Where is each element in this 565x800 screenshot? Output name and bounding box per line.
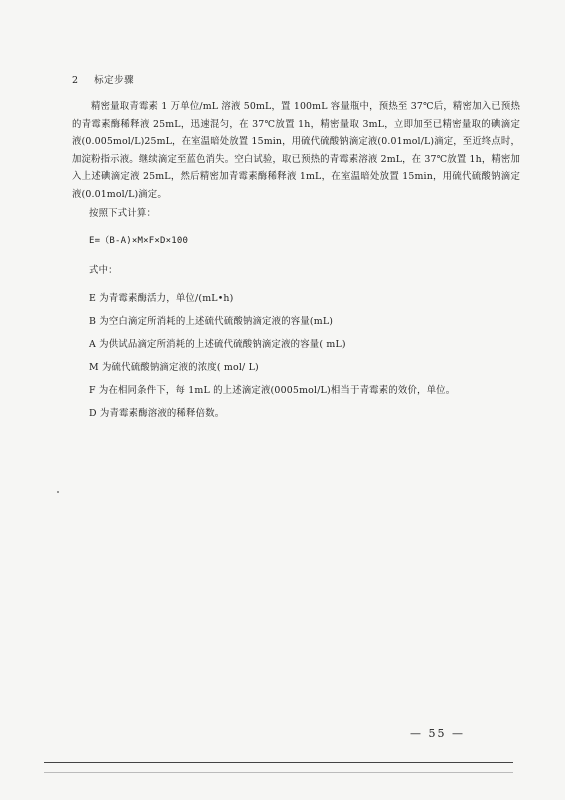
calculation-intro: 按照下式计算： — [89, 208, 157, 219]
definition-f: F 为在相同条件下，每 1mL 的上述滴定液(0005mol/L)相当于青霉素的效价，单位。 — [89, 385, 456, 396]
definition-e: E 为青霉素酶活力，单位/(mL•h) — [89, 293, 234, 304]
scan-speck — [57, 491, 59, 493]
definition-d: D 为青霉素酶溶液的稀释倍数。 — [89, 408, 225, 419]
section-number: 2 — [72, 75, 79, 86]
procedure-paragraph: 精密量取青霉素 1 万单位/mL 溶液 50mL，置 100mL 容量瓶中，预热至 37℃后，精密加入已预热的青霉素酶稀释液 25mL，迅速混匀，在 37℃放置 1h，精密量取 3mL，立即加至已精密量取的碘滴定液(0.005mol/L)25mL，在室温暗处放置 15min，用硫代硫酸钠滴定液(0.01mol/L)滴定，至近终点时，加淀粉指示液。继续滴定至蓝色消失。空白试验，取已预热的青霉素溶液 2mL，在 37℃放置 1h，精密加入上述碘滴定液 25mL，然后精密加青霉素酶稀释液 1mL，在室温暗处放置 15min，用硫代硫酸钠滴定液(0.01mol/L)滴定。 — [72, 101, 520, 200]
section-title: 标定步骤 — [94, 75, 135, 86]
footer-rule — [44, 762, 513, 763]
definition-m: M 为硫代硫酸钠滴定液的浓度( mol/ L) — [89, 362, 259, 373]
page-number: — 55 — — [410, 727, 465, 740]
section-heading — [72, 72, 134, 86]
footer-rule-secondary — [44, 772, 513, 773]
definition-b: B 为空白滴定所消耗的上述硫代硫酸钠滴定液的容量(mL) — [89, 316, 334, 327]
formula: E=（B-A)×M×F×D×100 — [89, 236, 189, 246]
definition-a: A 为供试品滴定所消耗的上述硫代硫酸钠滴定液的容量( mL) — [89, 339, 346, 350]
where-label: 式中： — [89, 265, 118, 276]
